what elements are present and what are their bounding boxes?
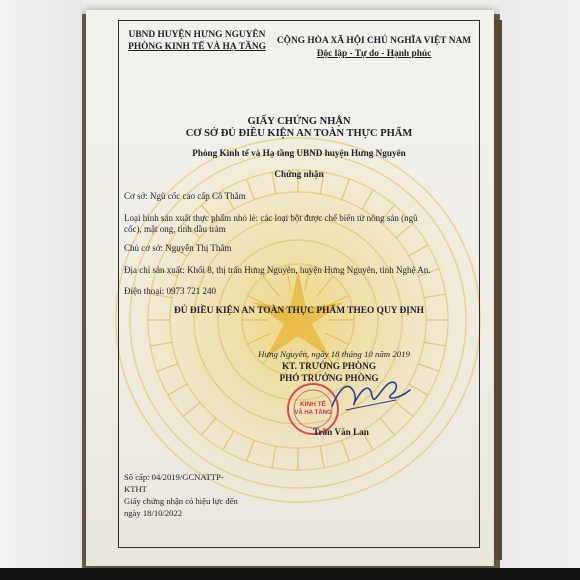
date-year-label: năm xyxy=(374,349,391,359)
issuer-district-name: UBND HUYỆN HƯNG NGUYÊN xyxy=(128,30,266,40)
signer-name: Trần Văn Lan xyxy=(313,427,369,437)
conclusion-statement: ĐỦ ĐIỀU KIỆN AN TOÀN THỰC PHẨM THEO QUY ĐỊNH xyxy=(174,306,424,316)
date-year: 2019 xyxy=(392,349,410,359)
validity-line1: Giấy chứng nhận có hiệu lực đến xyxy=(124,496,238,506)
signer-role-line2: PHÓ TRƯỞNG PHÒNG xyxy=(279,373,379,383)
place-date xyxy=(258,349,410,359)
serial-number-line1: Số cấp: 04/2019/GCNATTP- xyxy=(124,472,224,482)
serial-number-line2: KTHT xyxy=(124,484,147,494)
handwritten-signature xyxy=(326,370,416,420)
stamp-text-bottom: VÀ HẠ TẦNG xyxy=(294,410,332,416)
certificate-subtitle: CƠ SỞ ĐỦ ĐIỀU KIỆN AN TOÀN THỰC PHẨM xyxy=(185,128,413,139)
date-month: 10 xyxy=(363,349,373,359)
production-type-line1: Loại hình sản xuất thực phẩm nhỏ lẻ: các loại bột được chế biến từ nông sản (ngũ xyxy=(124,213,418,223)
certificate-title: GIẤY CHỨNG NHẬN xyxy=(247,116,351,127)
stamp-text-top: KINH TẾ xyxy=(300,401,326,408)
certificate-border xyxy=(118,20,480,548)
production-type-line2: cốc), mật ong, tinh dầu tràm xyxy=(124,224,226,234)
issuer-department-name: PHÒNG KINH TẾ VÀ HẠ TẦNG xyxy=(128,42,266,52)
photo-background-right xyxy=(500,0,580,580)
facility-owner: Chủ cơ sở: Nguyễn Thị Thắm xyxy=(124,243,232,253)
photo-background-left xyxy=(0,0,82,580)
facility-name: Cơ sở: Ngũ cốc cao cấp Cô Thắm xyxy=(124,191,246,201)
certify-heading: Chứng nhận xyxy=(274,169,324,179)
national-motto-subtitle: Độc lập - Tự do - Hạnh phúc xyxy=(316,49,432,59)
issuing-authority: Phòng Kinh tế và Hạ tầng UBND huyện Hưng Nguyên xyxy=(192,148,406,158)
validity-line2: ngày 18/10/2022 xyxy=(124,508,183,518)
date-day: 18 xyxy=(330,349,340,359)
place-date-prefix: Hưng Nguyên, ngày xyxy=(258,349,329,359)
phone-number: Điện thoại: 0973 721 240 xyxy=(124,286,216,296)
signer-role-line1: KT. TRƯỞNG PHÒNG xyxy=(281,361,376,371)
date-month-label: tháng xyxy=(341,349,362,359)
photo-background-bottom xyxy=(0,568,580,580)
national-motto-title: CỘNG HÒA XÃ HỘI CHỦ NGHĨA VIỆT NAM xyxy=(276,36,472,46)
production-address: Địa chỉ sản xuất: Khối 8, thị trấn Hưng Nguyên, huyện Hưng Nguyên, tỉnh Nghệ An. xyxy=(124,265,431,275)
